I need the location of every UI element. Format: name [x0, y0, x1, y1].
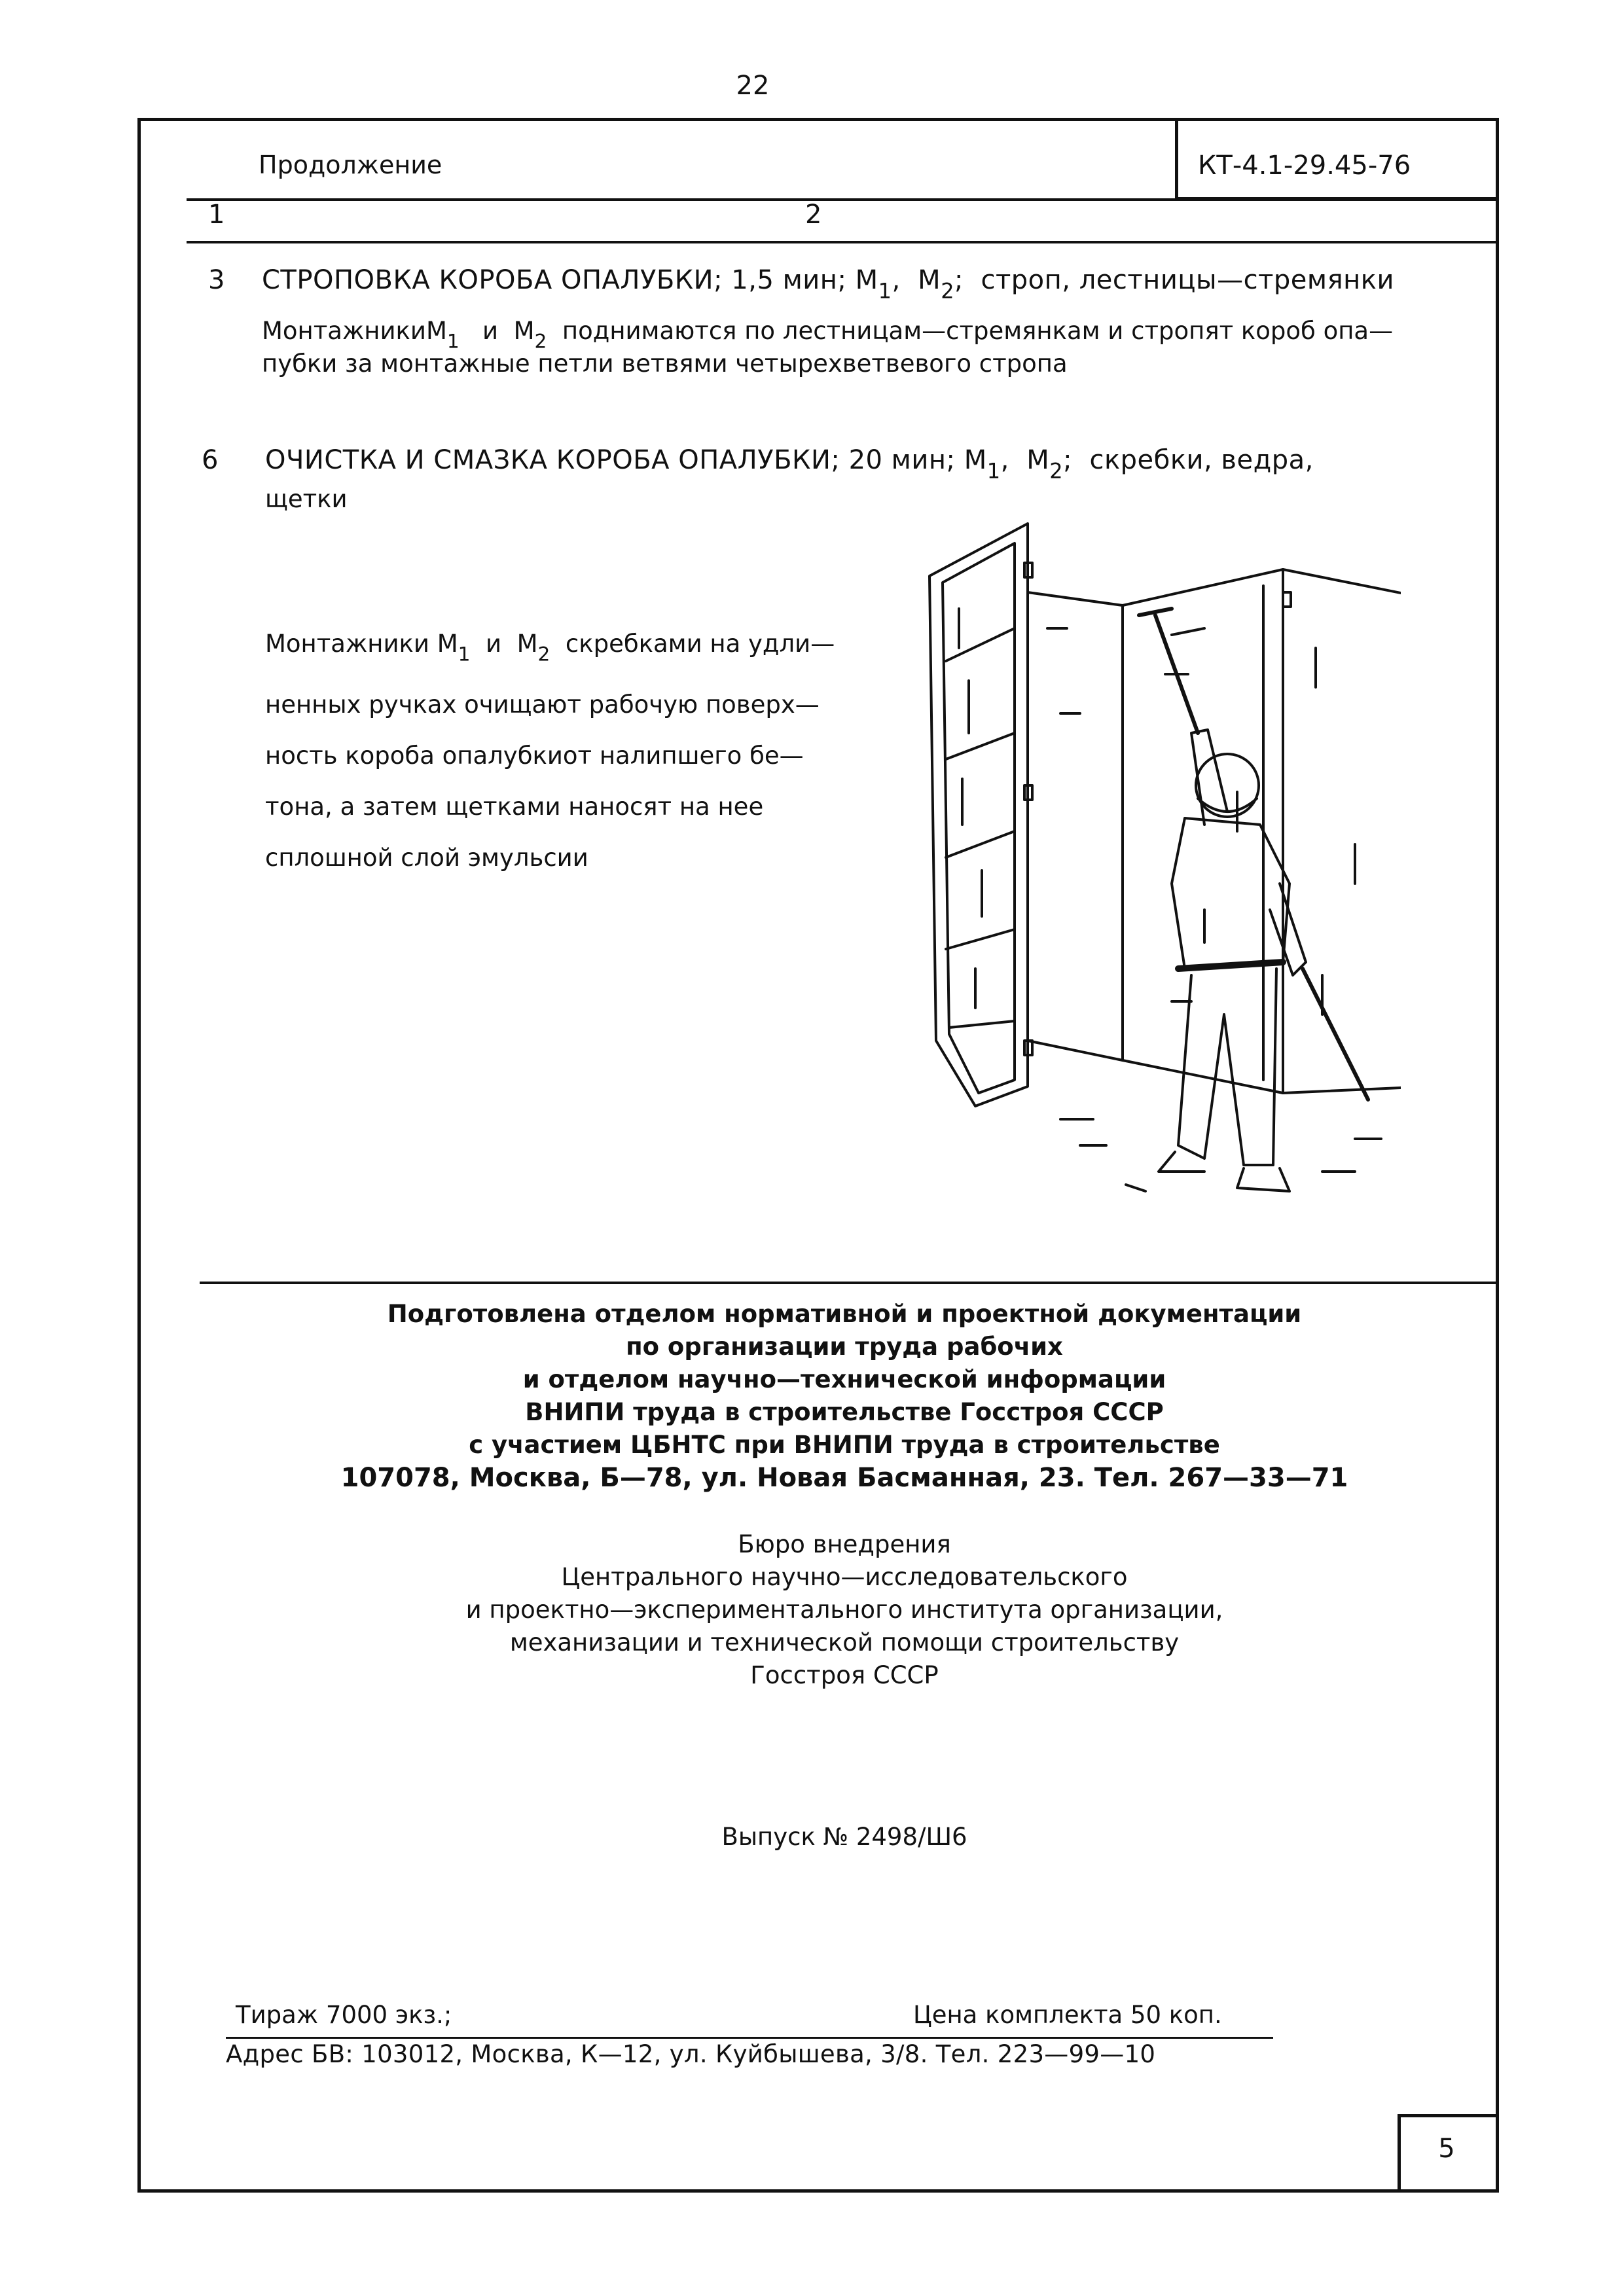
- bureau-line-4: механизации и технической помощи строительству: [509, 1628, 1180, 1657]
- frame-right-border: [1496, 118, 1499, 2193]
- price: Цена комплекта 50 коп.: [913, 2001, 1222, 2029]
- description-line-4: тона, а затем щетками наносят на нее: [265, 793, 764, 821]
- worker-cleaning-formwork-illustration: [897, 517, 1401, 1237]
- frame-bottom-border: [137, 2189, 1499, 2193]
- table-header-bottom-rule: [187, 241, 1496, 243]
- credits-address: 107078, Москва, Б—78, ул. Новая Басманная, 23. Тел. 267—33—71: [340, 1463, 1348, 1493]
- bureau-line-2: Центрального научно—исследовательского: [561, 1563, 1128, 1591]
- column-header-2: 2: [805, 200, 822, 230]
- continuation-label: Продолжение: [259, 151, 442, 179]
- row-3-line-1: МонтажникиМ$_1$ и $М_2$ поднимаются по лестницам—стремянкам и стропят короб опа—: [262, 317, 1394, 353]
- row-6-title: ОЧИСТКА И СМАЗКА КОРОБА ОПАЛУБКИ; 20 мин; $М_1$, $М_2$; скребки, ведра,: [265, 445, 1314, 484]
- bureau-block: [196, 1528, 1492, 1692]
- row-6-line-1: щетки: [265, 485, 348, 513]
- bureau-line-1: Бюро внедрения: [738, 1530, 951, 1558]
- description-line-1: Монтажники $М_1$ и $М_2$ скребками на удли—: [265, 630, 835, 666]
- section-divider-rule: [200, 1282, 1496, 1284]
- row-6-description: [265, 619, 835, 884]
- formwork-right-wall: [1283, 569, 1401, 1093]
- address-rule: [226, 2037, 1273, 2039]
- column-header-1: 1: [208, 200, 225, 230]
- bureau-address: Адрес БВ: 103012, Москва, К—12, ул. Куйбышева, 3/8. Тел. 223—99—10: [226, 2040, 1156, 2068]
- credits-line-4: ВНИПИ труда в строительстве Госстроя СССР: [525, 1398, 1164, 1426]
- row-3-number: 3: [208, 265, 225, 295]
- row-6-number: 6: [202, 445, 219, 475]
- credits-block: [196, 1298, 1492, 1494]
- bureau-line-3: и проектно—экспериментального института организации,: [465, 1596, 1223, 1624]
- worker-torso: [1172, 818, 1290, 969]
- credits-line-3: и отделом научно—технической информации: [522, 1365, 1166, 1393]
- row-3-title: СТРОПОВКА КОРОБА ОПАЛУБКИ; 1,5 мин; $М_1$, $М_2$; строп, лестницы—стремянки: [262, 265, 1394, 304]
- issue-number: Выпуск № 2498/Ш6: [721, 1823, 967, 1851]
- print-run: Тираж 7000 экз.;: [236, 2001, 452, 2029]
- row-6-title-tail: скребки, ведра,: [1089, 445, 1314, 475]
- description-line-2: ненных ручках очищают рабочую поверх—: [265, 691, 820, 719]
- credits-line-5: с участием ЦБНТС при ВНИПИ труда в строительстве: [469, 1431, 1220, 1459]
- description-line-5: сплошной слой эмульсии: [265, 844, 588, 872]
- frame-left-border: [137, 118, 141, 2193]
- bureau-line-5: Госстроя СССР: [750, 1661, 939, 1689]
- sheet-number: 5: [1438, 2134, 1455, 2164]
- document-code: КТ-4.1-29.45-76: [1198, 151, 1411, 181]
- credits-line-2: по организации труда рабочих: [626, 1333, 1063, 1361]
- page-number: 22: [736, 71, 770, 101]
- row-3-title-tail: строп, лестницы—стремянки: [981, 265, 1394, 295]
- row-3-line-2: пубки за монтажные петли ветвями четырехветвевого стропа: [262, 350, 1068, 378]
- credits-line-1: Подготовлена отделом нормативной и проектной документации: [387, 1300, 1302, 1328]
- description-line-3: ность короба опалубкиот налипшего бе—: [265, 742, 804, 770]
- table-header-top-rule: [187, 198, 1496, 201]
